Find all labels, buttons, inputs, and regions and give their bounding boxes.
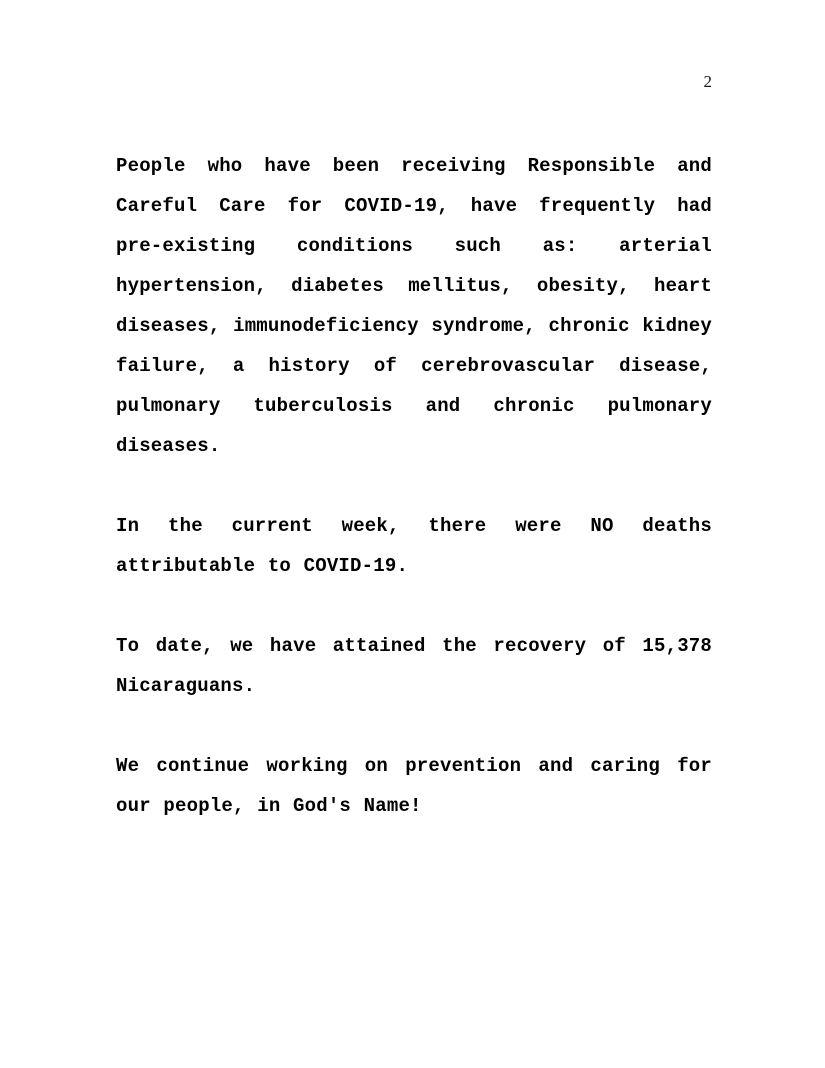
document-body xyxy=(116,146,712,826)
paragraph-weekly-deaths: In the current week, there were NO deaths attributable to COVID-19. xyxy=(116,515,712,577)
paragraph-recovery-count: To date, we have attained the recovery of 15,378 Nicaraguans. xyxy=(116,635,712,697)
paragraph-preexisting-conditions: People who have been receiving Responsible and Careful Care for COVID-19, have frequently had pre-existing conditions such as: arterial hypertension, diabetes mellitus, obesity, heart diseases, immunodeficiency syndrome, chronic kidney failure, a history of cerebrovascular disease, pulmonary tuberculosis and chronic pulmonary diseases. xyxy=(116,155,712,457)
paragraph-closing-statement: We continue working on prevention and caring for our people, in God's Name! xyxy=(116,755,712,817)
page-number: 2 xyxy=(703,72,712,91)
